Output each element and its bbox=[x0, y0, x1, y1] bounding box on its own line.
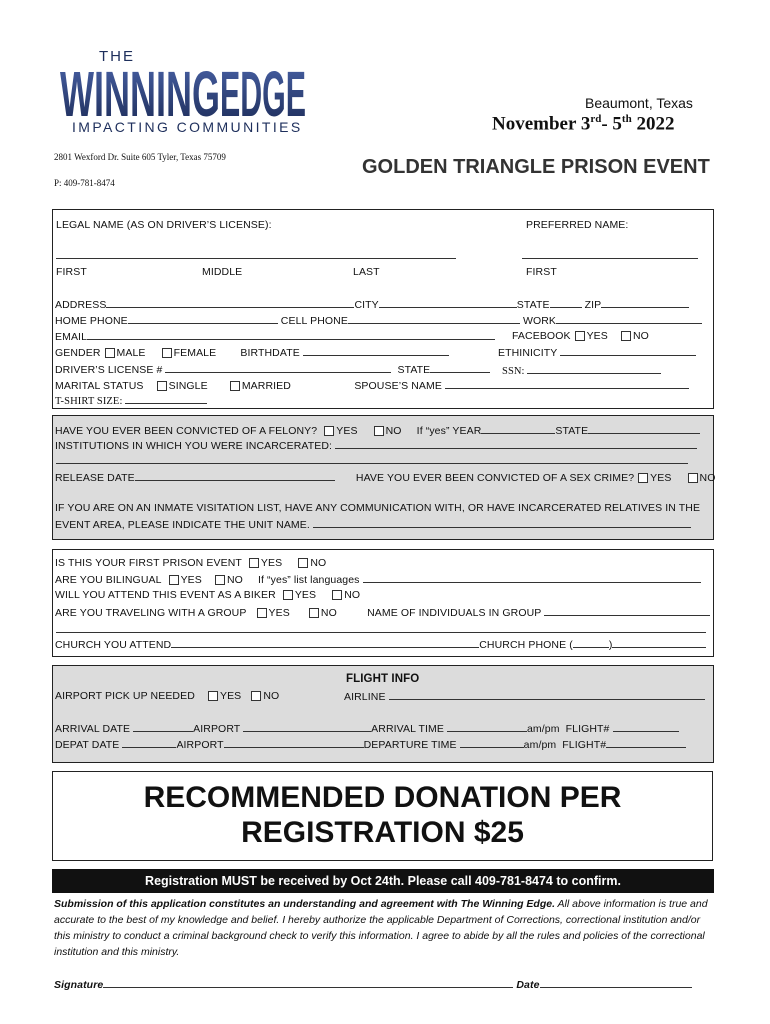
tshirt-field[interactable] bbox=[125, 394, 207, 404]
visitation-line-1: IF YOU ARE ON AN INMATE VISITATION LIST, HAVE ANY COMMUNICATION WITH, OR HAVE INCARCERATED RELATIVES IN THE bbox=[55, 502, 701, 514]
signature-date-field[interactable] bbox=[540, 978, 692, 988]
male-checkbox[interactable] bbox=[105, 348, 115, 358]
logo-the: THE bbox=[99, 48, 135, 65]
facebook-no-checkbox[interactable] bbox=[621, 331, 631, 341]
marital-row: MARITAL STATUS SINGLE MARRIED SPOUSE’S NAME bbox=[55, 379, 689, 392]
ethnicity-row: ETHINICITY bbox=[498, 346, 696, 359]
female-checkbox[interactable] bbox=[162, 348, 172, 358]
departure-time-field[interactable] bbox=[460, 738, 524, 748]
zip-field[interactable] bbox=[601, 298, 689, 308]
license-field[interactable] bbox=[165, 363, 391, 373]
middle-label: MIDDLE bbox=[202, 266, 243, 278]
single-checkbox[interactable] bbox=[157, 381, 167, 391]
email-field[interactable] bbox=[87, 330, 495, 340]
first-label-2: FIRST bbox=[526, 266, 557, 278]
unit-name-field[interactable] bbox=[313, 518, 691, 528]
sex-crime-no-checkbox[interactable] bbox=[688, 473, 698, 483]
institutions-field[interactable] bbox=[335, 439, 697, 449]
church-phone-field[interactable] bbox=[612, 638, 706, 648]
preferred-name-label: PREFERRED NAME: bbox=[526, 219, 629, 231]
group-no-checkbox[interactable] bbox=[309, 608, 319, 618]
group-names-field[interactable] bbox=[544, 606, 710, 616]
bilingual-yes-checkbox[interactable] bbox=[169, 575, 179, 585]
last-label: LAST bbox=[353, 266, 380, 278]
donation-line-1: RECOMMENDED DONATION PER bbox=[143, 781, 622, 814]
legal-name-label: LEGAL NAME (AS ON DRIVER’S LICENSE): bbox=[56, 219, 272, 231]
release-date-field[interactable] bbox=[135, 471, 335, 481]
signature-field[interactable] bbox=[103, 978, 513, 988]
address-field[interactable] bbox=[106, 298, 354, 308]
felony-state-field[interactable] bbox=[588, 424, 700, 434]
phone-row: HOME PHONE CELL PHONE WORK bbox=[55, 314, 702, 327]
donation-line-2: REGISTRATION $25 bbox=[241, 816, 524, 849]
flight-info-title: FLIGHT INFO bbox=[346, 673, 420, 685]
depart-flight-field[interactable] bbox=[606, 738, 686, 748]
first-event-row: IS THIS YOUR FIRST PRISON EVENT YES NO bbox=[55, 557, 327, 569]
home-phone-field[interactable] bbox=[128, 314, 278, 324]
spouse-field[interactable] bbox=[445, 379, 689, 389]
ethnicity-field[interactable] bbox=[560, 346, 696, 356]
registration-banner: Registration MUST be received by Oct 24th. Please call 409-781-8474 to confirm. bbox=[52, 869, 714, 893]
depart-date-field[interactable] bbox=[122, 738, 176, 748]
release-row: RELEASE DATE HAVE YOU EVER BEEN CONVICTED OF A SEX CRIME? YES NO bbox=[55, 472, 716, 484]
agreement-text: All above information is true and accurate to the best of my knowledge and belief. I hereby authorize the applicable Department of Corrections, correctional institution and/or this ministry to conduct a criminal background check to verify this information. I agree to abide by all the rules and policies of the correctional institution and this ministry. bbox=[54, 898, 708, 958]
pickup-row: AIRPORT PICK UP NEEDED YES NO bbox=[55, 690, 280, 702]
pickup-yes-checkbox[interactable] bbox=[208, 691, 218, 701]
institutions-field-2[interactable] bbox=[56, 463, 688, 464]
felony-no-checkbox[interactable] bbox=[374, 426, 384, 436]
ssn-field[interactable] bbox=[527, 364, 661, 374]
felony-year-field[interactable] bbox=[481, 424, 555, 434]
license-row: DRIVER’S LICENSE # STATE bbox=[55, 363, 490, 376]
group-names-field-2[interactable] bbox=[56, 632, 706, 633]
married-checkbox[interactable] bbox=[230, 381, 240, 391]
license-state-field[interactable] bbox=[430, 363, 490, 373]
winning-edge-logo bbox=[60, 58, 306, 122]
state-field[interactable] bbox=[550, 298, 582, 308]
event-city: Beaumont, Texas bbox=[585, 95, 693, 111]
arrival-flight-field[interactable] bbox=[613, 722, 679, 732]
church-row: CHURCH YOU ATTEND CHURCH PHONE ( ) bbox=[55, 638, 706, 651]
agreement-paragraph bbox=[54, 896, 714, 960]
pickup-no-checkbox[interactable] bbox=[251, 691, 261, 701]
arrival-airport-field[interactable] bbox=[243, 722, 371, 732]
arrival-date-field[interactable] bbox=[133, 722, 193, 732]
city-field[interactable] bbox=[379, 298, 517, 308]
event-date: November 3rd- 5th 2022 bbox=[492, 113, 675, 135]
felony-yes-checkbox[interactable] bbox=[324, 426, 334, 436]
visitation-line-2: EVENT AREA, PLEASE INDICATE THE UNIT NAME. bbox=[55, 518, 691, 531]
first-label: FIRST bbox=[56, 266, 87, 278]
ssn-row: SSN: bbox=[502, 364, 661, 377]
airline-row: AIRLINE bbox=[344, 690, 705, 703]
church-area-code-field[interactable] bbox=[573, 638, 609, 648]
gender-row: GENDER MALE FEMALE BIRTHDATE bbox=[55, 346, 449, 359]
depart-airport-field[interactable] bbox=[224, 738, 364, 748]
biker-no-checkbox[interactable] bbox=[332, 590, 342, 600]
airline-field[interactable] bbox=[389, 690, 705, 700]
birthdate-field[interactable] bbox=[303, 346, 449, 356]
org-address: 2801 Wexford Dr. Suite 605 Tyler, Texas 75709 bbox=[54, 152, 226, 162]
biker-row: WILL YOU ATTEND THIS EVENT AS A BIKER YES NO bbox=[55, 589, 361, 601]
languages-field[interactable] bbox=[363, 573, 701, 583]
name-line[interactable] bbox=[56, 258, 456, 259]
departure-row: DEPAT DATE AIRPORT DEPARTURE TIME am/pm FLIGHT# bbox=[55, 738, 686, 751]
bilingual-no-checkbox[interactable] bbox=[215, 575, 225, 585]
email-row: EMAIL bbox=[55, 330, 495, 343]
logo-tagline: IMPACTING COMMUNITIES bbox=[72, 119, 303, 135]
church-field[interactable] bbox=[171, 638, 479, 648]
donation-box bbox=[52, 771, 713, 861]
logo-word-left: WINNING bbox=[60, 58, 220, 122]
work-phone-field[interactable] bbox=[556, 314, 702, 324]
address-row: ADDRESS CITY STATE ZIP bbox=[55, 298, 689, 311]
bilingual-row: ARE YOU BILINGUAL YES NO If “yes” list languages bbox=[55, 573, 701, 586]
group-row: ARE YOU TRAVELING WITH A GROUP YES NO NAME OF INDIVIDUALS IN GROUP bbox=[55, 606, 710, 619]
first-event-yes-checkbox[interactable] bbox=[249, 558, 259, 568]
logo-word-right: EDGE bbox=[220, 58, 306, 122]
arrival-row: ARRIVAL DATE AIRPORT ARRIVAL TIME am/pm FLIGHT# bbox=[55, 722, 679, 735]
agreement-bold: Submission of this application constitutes an understanding and agreement with The Winning Edge. bbox=[54, 898, 556, 910]
felony-row: HAVE YOU EVER BEEN CONVICTED OF A FELONY? YES NO If “yes” YEAR STATE bbox=[55, 424, 700, 437]
biker-yes-checkbox[interactable] bbox=[283, 590, 293, 600]
preferred-name-line[interactable] bbox=[522, 258, 698, 259]
first-event-no-checkbox[interactable] bbox=[298, 558, 308, 568]
org-phone: P: 409-781-8474 bbox=[54, 178, 115, 188]
event-title: GOLDEN TRIANGLE PRISON EVENT bbox=[362, 156, 710, 178]
cell-phone-field[interactable] bbox=[348, 314, 520, 324]
facebook-yes-checkbox[interactable] bbox=[575, 331, 585, 341]
sex-crime-yes-checkbox[interactable] bbox=[638, 473, 648, 483]
signature-row: Signature Date bbox=[54, 978, 692, 991]
group-yes-checkbox[interactable] bbox=[257, 608, 267, 618]
tshirt-row: T-SHIRT SIZE: bbox=[55, 394, 207, 407]
facebook-row: FACEBOOK YES NO bbox=[512, 330, 649, 342]
institutions-row: INSTITUTIONS IN WHICH YOU WERE INCARCERATED: bbox=[55, 439, 697, 452]
arrival-time-field[interactable] bbox=[447, 722, 527, 732]
